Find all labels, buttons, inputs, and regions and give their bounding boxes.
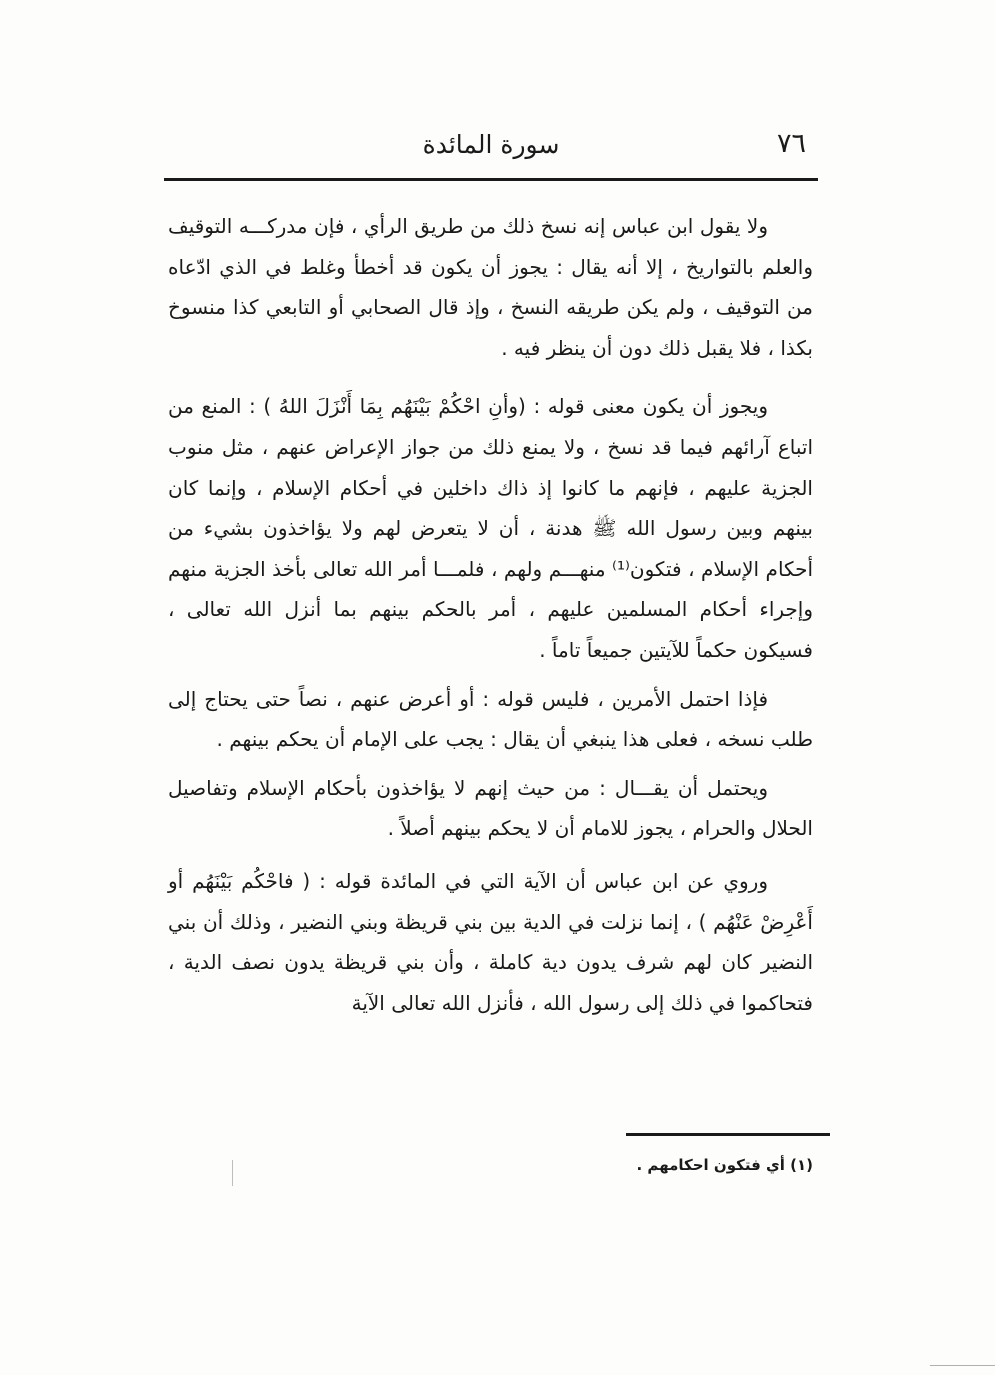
scan-artifact (232, 1160, 233, 1186)
paragraph-5: وروي عن ابن عباس أن الآية التي في المائدة قوله : ( فاحْكُم بَيْنَهُم أو أَعْرِضْ عَنْهُم ) ، إنما نزلت في الدية بين بني قريظة وبني النضير ، وذلك أن بني النضير كان لهم شرف يدون دية كاملة ، وأن بني قريظة يدون نصف الدية ، فتحاكموا في ذلك إلى رسول الله ، فأنزل الله تعالى الآية (168, 868, 813, 1015)
paragraph-4: ويحتمل أن يقـــال : من حيث إنهم لا يؤاخذون بأحكام الإسلام وتفاصيل الحلال والحرام ، يجوز للامام أن لا يحكم بينهم أصلاً . (168, 775, 813, 841)
body-text (168, 206, 813, 1023)
paragraph-2: ويجوز أن يكون معنى قوله : (وأنِ احْكُمْ بَيْنَهُم بِمَا أَنْزَلَ اللهُ ) : المنع من اتباع آرائهم فيما قد نسخ ، ولا يمنع ذلك من جواز الإعراض عنهم ، مثل منوب الجزية عليهم ، فإنهم ما كانوا إذ ذاك داخلين في أحكام الإسلام ، وإنما كان بينهم وبين رسول الله ﷺ هدنة ، أن لا يتعرض لهم ولا يؤاخذون بشيء من أحكام الإسلام ، فتكون⁽¹⁾ منهـــم ولهم ، فلمـــا أمر الله تعالى بأخذ الجزية منهم وإجراء أحكام المسلمين عليهم ، أمر بالحكم بينهم بما أنزل الله تعالى ، فسيكون حكماً للآيتين جميعاً تاماً . (168, 394, 813, 662)
footnote-divider (626, 1133, 830, 1136)
header-divider (164, 178, 818, 181)
page-number: ٧٦ (776, 128, 806, 159)
scan-edge-artifact (930, 1365, 995, 1366)
paragraph-3: فإذا احتمل الأمرين ، فليس قوله : أو أعرض عنهم ، نصاً حتى يحتاج إلى طلب نسخه ، فعلى هذا ينبغي أن يقال : يجب على الإمام أن يحكم بينهم . (168, 686, 813, 752)
paragraph-1: ولا يقول ابن عباس إنه نسخ ذلك من طريق الرأي ، فإن مدركـــه التوقيف والعلم بالتواريخ ، إلا أنه يقال : يجوز أن يكون قد أخطأ وغلط في الذي ادّعاه من التوقيف ، ولم يكن طريقه النسخ ، وإذ قال الصحابي أو التابعي كذا منسوخ بكذا ، فلا يقبل ذلك دون أن ينظر فيه . (168, 214, 813, 360)
footnote: (١) أي فتكون احكامهم . (636, 1156, 813, 1174)
page-header (164, 118, 818, 168)
surah-title: سورة المائدة (422, 130, 560, 159)
